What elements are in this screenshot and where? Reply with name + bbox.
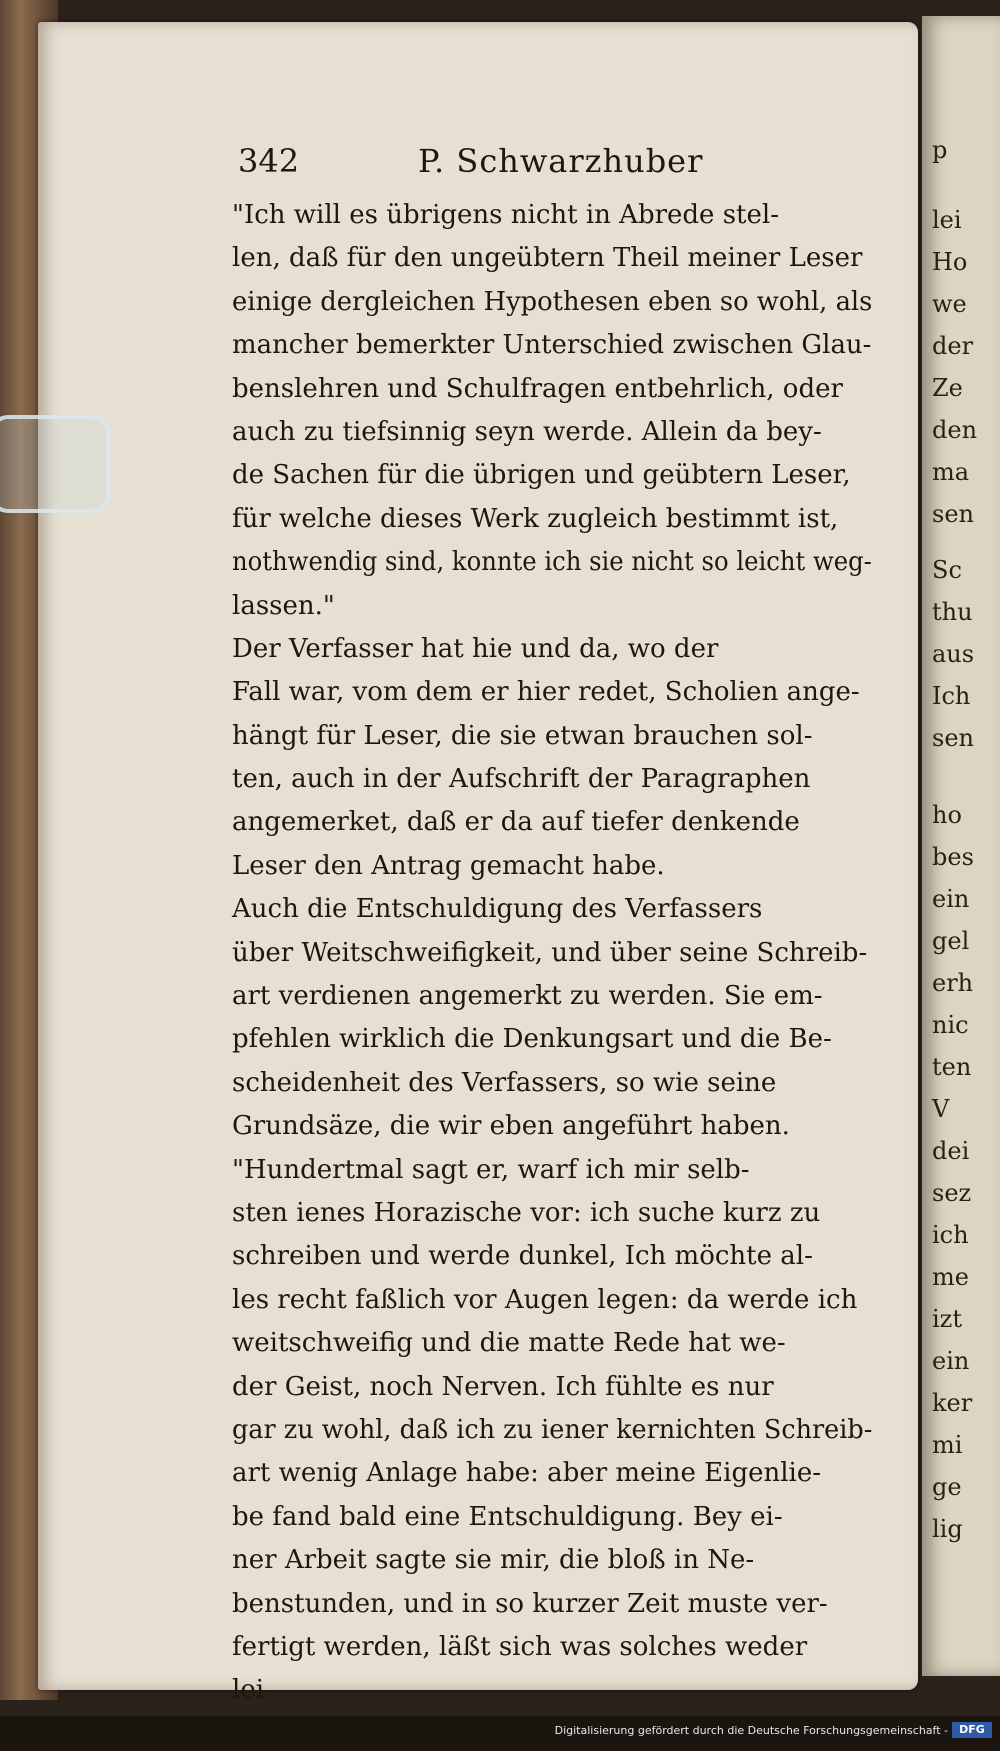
next-page-fragment: der [932,332,974,360]
text-line: be fand bald eine Entschuldigung. Bey ei- [232,1501,783,1532]
text-line: schreiben und werde dunkel, Ich möchte al- [232,1241,813,1272]
next-page-fragment: V [932,1095,950,1123]
text-line: der Geist, noch Nerven. Ich fühlte es nur [232,1371,774,1402]
next-page-fragment: sen [932,500,974,528]
next-page-fragment: Ho [932,248,968,276]
digitization-credit: Digitalisierung gefördert durch die Deutsche Forschungsgemeinschaft - [554,1724,948,1737]
next-page-fragment: bes [932,843,974,871]
text-line: lei- [232,1675,273,1706]
dfg-logo: DFG [952,1722,992,1738]
next-page-fragment: thu [932,598,973,626]
next-page-fragment: we [932,290,967,318]
text-line: gar zu wohl, daß ich zu iener kernichten Schreib- [232,1414,873,1445]
text-line: art wenig Anlage habe: aber meine Eigenlie- [232,1458,822,1489]
next-page-fragment: mi [932,1431,963,1459]
next-page-fragment: p [932,136,948,164]
text-line: einige dergleichen Hypothesen eben so wohl, als [232,286,873,317]
page-clip [0,415,110,513]
text-line: weitschweifig und die matte Rede hat we- [232,1328,786,1359]
text-line: angemerket, daß er da auf tiefer denkende [232,807,800,838]
next-page-fragment: ten [932,1053,972,1081]
next-page-fragment: ich [932,1221,969,1249]
text-line: Leser den Antrag gemacht habe. [232,850,665,881]
text-line: lassen." [232,590,335,621]
text-line: für welche dieses Werk zugleich bestimmt ist, [232,503,839,534]
text-line: nothwendig sind, konnte ich sie nicht so leicht weg- [232,547,872,578]
text-line: ten, auch in der Aufschrift der Paragraphen [232,764,811,795]
text-line: len, daß für den ungeübtern Theil meiner Leser [232,243,863,274]
page-body-text [232,200,872,1719]
text-line: mancher bemerkter Unterschied zwischen Glau- [232,330,872,361]
text-line: scheidenheit des Verfassers, so wie seine [232,1067,777,1098]
text-line: ner Arbeit sagte sie mir, die bloß in Ne- [232,1545,755,1576]
next-page-fragment: aus [932,640,975,668]
next-page-fragment: lig [932,1515,963,1543]
text-line: benstunden, und in so kurzer Zeit muste ver- [232,1588,828,1619]
text-line: pfehlen wirklich die Denkungsart und die Be- [232,1024,832,1055]
running-head-title: P. Schwarzhuber [418,142,704,180]
next-page-fragment: ma [932,458,970,486]
text-line: les recht faßlich vor Augen legen: da werde ich [232,1284,858,1315]
text-line: Der Verfasser hat hie und da, wo der [232,633,719,664]
text-line: Grundsäze, die wir eben angeführt haben. [232,1111,790,1142]
next-page-fragment: ein [932,885,970,913]
next-page-fragment: dei [932,1137,970,1165]
next-page-fragment: lei [932,206,962,234]
next-page-fragment: sez [932,1179,972,1207]
text-line: de Sachen für die übrigen und geübtern Leser, [232,460,851,491]
next-page-fragment: ho [932,801,962,829]
text-line: art verdienen angemerkt zu werden. Sie em- [232,981,823,1012]
text-line: hängt für Leser, die sie etwan brauchen sol- [232,720,813,751]
next-page-fragment: sen [932,724,974,752]
next-page-fragment: Ich [932,682,971,710]
text-line: "Hundertmal sagt er, warf ich mir selb- [232,1154,750,1185]
running-header [238,142,858,186]
text-line: über Weitschweifigkeit, und über seine Schreib- [232,937,868,968]
next-page-fragment: den [932,416,978,444]
next-page-fragment: izt [932,1305,962,1333]
next-page-fragment: erh [932,969,974,997]
next-page-fragment: ein [932,1347,970,1375]
next-page-fragment: nic [932,1011,969,1039]
text-line: benslehren und Schulfragen entbehrlich, oder [232,373,843,404]
text-line: auch zu tiefsinnig seyn werde. Allein da bey- [232,416,822,447]
text-line: sten ienes Horazische vor: ich suche kurz zu [232,1197,821,1228]
next-page-edge [922,16,1000,1676]
next-page-fragment: Sc [932,556,962,584]
text-line: Fall war, vom dem er hier redet, Scholien ange- [232,677,860,708]
next-page-fragment: gel [932,927,970,955]
page-number: 342 [238,142,300,180]
next-page-fragment: Ze [932,374,963,402]
next-page-fragment: me [932,1263,969,1291]
text-line: Auch die Entschuldigung des Verfassers [232,894,763,925]
text-line: fertigt werden, läßt sich was solches weder [232,1631,808,1662]
next-page-fragment: ker [932,1389,973,1417]
next-page-fragment: ge [932,1473,962,1501]
text-line: "Ich will es übrigens nicht in Abrede stel- [232,200,779,230]
